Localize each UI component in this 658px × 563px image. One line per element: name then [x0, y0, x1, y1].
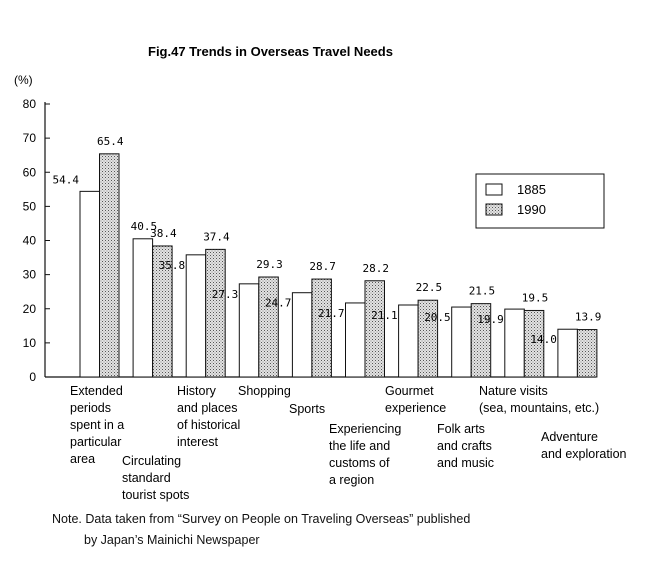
legend-entry: 1885 — [517, 182, 546, 197]
data-label: 54.4 — [52, 173, 79, 187]
note-line-1: Note. Data taken from “Survey on People on Traveling Overseas” published — [52, 512, 471, 526]
category-label: tourist spots — [122, 488, 190, 502]
y-tick-label: 50 — [22, 199, 36, 214]
category-label: standard — [122, 471, 171, 485]
category-label: Circulating — [122, 454, 182, 468]
category-label: the life and — [329, 439, 391, 453]
data-label: 21.1 — [371, 308, 398, 322]
data-label: 19.5 — [521, 291, 549, 305]
bar — [505, 309, 525, 377]
y-axis-label: (%) — [14, 73, 33, 87]
category-label: experience — [385, 401, 447, 415]
bar — [100, 154, 120, 377]
data-label: 21.5 — [468, 284, 496, 298]
data-label: 13.9 — [574, 310, 602, 324]
bar — [259, 277, 279, 377]
y-tick-label: 70 — [22, 131, 36, 146]
category-label: and music — [437, 456, 494, 470]
data-label: 24.7 — [264, 296, 292, 310]
category-label: and exploration — [541, 447, 627, 461]
category-label: (sea, mountains, etc.) — [479, 401, 600, 415]
category-label: Adventure — [541, 430, 598, 444]
data-label: 38.4 — [150, 226, 177, 240]
legend-swatch — [486, 204, 502, 215]
data-label: 19.9 — [477, 313, 504, 327]
bar — [346, 303, 366, 377]
category-label: Extended — [70, 384, 123, 398]
bars — [53, 135, 602, 377]
bar — [452, 307, 472, 377]
category-label: Nature visits — [479, 384, 548, 398]
category-label: History — [177, 384, 216, 398]
data-label: 20.5 — [424, 311, 451, 325]
data-label: 28.2 — [362, 261, 389, 275]
y-tick-label: 0 — [29, 370, 36, 384]
category-label: periods — [70, 401, 111, 415]
chart-title: Fig.47 Trends in Overseas Travel Needs — [148, 44, 393, 59]
category-label: interest — [177, 435, 218, 449]
bar — [577, 330, 597, 377]
category-label: Sports — [289, 402, 326, 416]
category-labels — [70, 384, 627, 502]
bar — [292, 293, 312, 377]
category-label: and places — [177, 401, 238, 415]
legend-swatch — [486, 184, 502, 195]
data-label: 29.3 — [256, 258, 283, 272]
data-label: 14.0 — [530, 333, 557, 347]
y-tick-label: 80 — [22, 97, 36, 111]
note-line-2: by Japan’s Mainichi Newspaper — [84, 533, 260, 547]
category-label: and crafts — [437, 439, 492, 453]
category-label: spent in a — [70, 418, 125, 432]
bar — [206, 249, 226, 377]
bar — [186, 255, 206, 377]
y-tick-label: 30 — [22, 267, 36, 282]
data-label: 21.7 — [318, 306, 345, 320]
bar — [239, 284, 258, 377]
category-label: of historical — [177, 418, 241, 432]
data-label: 35.8 — [158, 258, 186, 272]
data-label: 37.4 — [203, 230, 230, 244]
data-label: 40.5 — [130, 219, 158, 233]
bar — [399, 305, 419, 377]
data-label: 28.7 — [309, 260, 336, 274]
category-label: particular — [70, 435, 122, 449]
bar — [558, 329, 578, 377]
bar — [365, 281, 385, 377]
y-tick-label: 10 — [22, 335, 36, 350]
category-label: Folk arts — [437, 422, 485, 436]
bar — [312, 279, 332, 377]
category-label: Experiencing — [329, 422, 402, 436]
y-tick-label: 20 — [22, 301, 36, 316]
bar — [80, 191, 100, 377]
y-tick-label: 40 — [22, 233, 36, 248]
data-label: 27.3 — [211, 287, 239, 301]
category-label: area — [70, 452, 96, 466]
y-tick-label: 60 — [22, 165, 36, 180]
legend — [476, 174, 604, 228]
bar — [133, 239, 153, 377]
category-label: Gourmet — [385, 384, 434, 398]
legend-entry: 1990 — [517, 202, 546, 217]
category-label: customs of — [329, 456, 390, 470]
data-label: 22.5 — [415, 281, 443, 295]
data-label: 65.4 — [97, 134, 124, 148]
category-label: a region — [329, 473, 375, 487]
category-label: Shopping — [238, 384, 291, 398]
